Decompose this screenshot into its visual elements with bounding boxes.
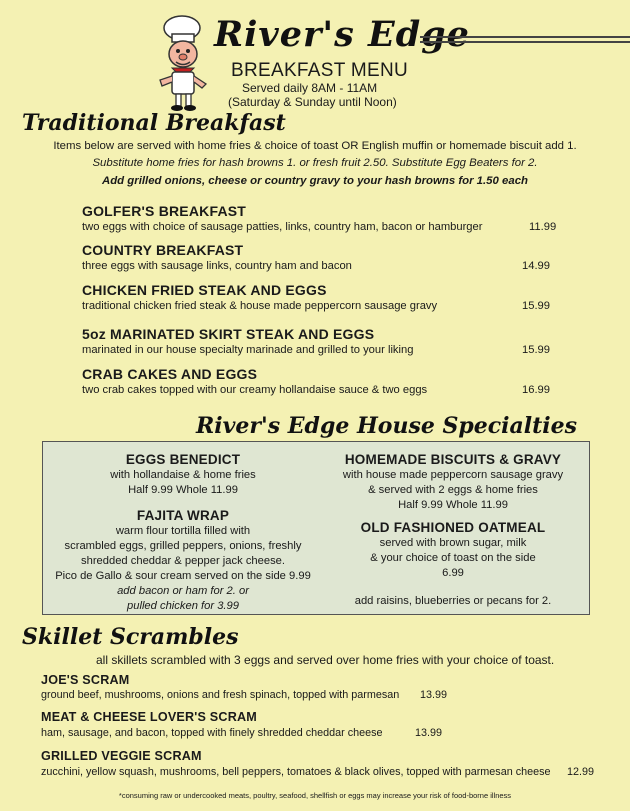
food-safety-disclaimer: *consuming raw or undercooked meats, poultry, seafood, shellfish or eggs may increase your risk of food-borne illness	[118, 791, 512, 800]
menu-subtitle: BREAKFAST MENU	[231, 60, 408, 81]
menu-item-name: 5oz MARINATED SKIRT STEAK AND EGGS	[82, 326, 375, 342]
house-specialties-title: River's Edge House Specialties	[196, 413, 578, 439]
oatmeal-desc: & your choice of toast on the side	[370, 552, 536, 564]
skillet-item-price: 12.99	[567, 766, 595, 778]
traditional-intro-line: Items below are served with home fries & choice of toast OR English muffin or homemade biscuit add 1.	[53, 140, 577, 152]
fajita-wrap-desc: warm flour tortilla filled with	[115, 525, 251, 537]
skillet-item-name: JOE'S SCRAM	[41, 673, 130, 687]
oatmeal-desc: served with brown sugar, milk	[379, 537, 527, 549]
biscuits-gravy-desc: & served with 2 eggs & home fries	[368, 484, 538, 496]
fajita-wrap-desc: scrambled eggs, grilled peppers, onions, freshly	[64, 540, 302, 552]
fajita-wrap-price: Pico de Gallo & sour cream served on the side 9.99	[55, 570, 311, 582]
menu-item-price: 15.99	[522, 344, 550, 356]
skillet-item-desc: ham, sausage, and bacon, topped with finely shredded cheddar cheese	[41, 727, 383, 739]
oatmeal-addon: add raisins, blueberries or pecans for 2.	[354, 595, 552, 607]
fajita-wrap-addon: add bacon or ham for 2. or	[117, 585, 249, 597]
skillet-intro: all skillets scrambled with 3 eggs and served over home fries with your choice of toast.	[96, 653, 555, 667]
skillet-item-desc: ground beef, mushrooms, onions and fresh spinach, topped with parmesan	[41, 689, 400, 701]
eggs-benedict-name: EGGS BENEDICT	[125, 452, 241, 467]
traditional-breakfast-title: Traditional Breakfast	[22, 110, 286, 136]
oatmeal-block	[318, 519, 588, 581]
fajita-wrap-desc: shredded cheddar & pepper jack cheese.	[81, 555, 285, 567]
title-rule	[420, 36, 630, 43]
skillet-item-name: MEAT & CHEESE LOVER'S SCRAM	[41, 710, 257, 724]
oatmeal-price: 6.99	[442, 567, 464, 579]
hours-line: Served daily 8AM - 11AM	[242, 81, 378, 95]
skillet-item-price: 13.99	[415, 727, 443, 739]
menu-item-desc: traditional chicken fried steak & house made peppercorn sausage gravy	[82, 300, 438, 312]
menu-item-desc: two crab cakes topped with our creamy hollandaise sauce & two eggs	[82, 384, 428, 396]
menu-item-price: 11.99	[529, 221, 557, 233]
menu-item-name: GOLFER'S BREAKFAST	[82, 203, 247, 219]
traditional-substitute-line: Substitute home fries for hash browns 1. or fresh fruit 2.50. Substitute Egg Beaters for 2.	[92, 157, 538, 169]
menu-item-price: 16.99	[522, 384, 550, 396]
menu-item-desc: three eggs with sausage links, country ham and bacon	[82, 260, 352, 272]
biscuits-gravy-name: HOMEMADE BISCUITS & GRAVY	[344, 452, 562, 467]
menu-item-name: CRAB CAKES AND EGGS	[82, 366, 258, 382]
menu-item-price: 15.99	[522, 300, 550, 312]
menu-item-desc: two eggs with choice of sausage patties, links, country ham, bacon or hamburger	[82, 221, 483, 233]
skillet-item-price: 13.99	[420, 689, 448, 701]
biscuits-gravy-price: Half 9.99 Whole 11.99	[398, 499, 508, 511]
biscuits-gravy-desc: with house made peppercorn sausage gravy	[342, 469, 564, 481]
eggs-benedict-desc: with hollandaise & home fries	[110, 469, 256, 481]
restaurant-title: River's Edge	[214, 14, 470, 55]
biscuits-gravy-block	[318, 451, 588, 513]
weekend-hours-line: (Saturday & Sunday until Noon)	[228, 95, 397, 109]
skillet-item-desc: zucchini, yellow squash, mushrooms, bell peppers, tomatoes & black olives, topped with parmesan cheese	[41, 766, 551, 778]
chef-mascot-logo	[148, 14, 218, 112]
eggs-benedict-price: Half 9.99 Whole 11.99	[128, 484, 238, 496]
menu-item-desc: marinated in our house specialty marinade and grilled to your liking	[82, 344, 414, 356]
eggs-benedict-block	[48, 451, 318, 498]
fajita-wrap-name: FAJITA WRAP	[136, 508, 230, 523]
skillet-scrambles-title: Skillet Scrambles	[22, 624, 239, 650]
fajita-wrap-addon: pulled chicken for 3.99	[127, 600, 239, 612]
traditional-addon-line: Add grilled onions, cheese or country gravy to your hash browns for 1.50 each	[102, 175, 528, 187]
oatmeal-name: OLD FASHIONED OATMEAL	[360, 520, 546, 535]
fajita-wrap-block	[48, 507, 318, 614]
menu-item-price: 14.99	[522, 260, 550, 272]
skillet-item-name: GRILLED VEGGIE SCRAM	[41, 749, 202, 763]
menu-item-name: COUNTRY BREAKFAST	[82, 242, 244, 258]
menu-item-name: CHICKEN FRIED STEAK AND EGGS	[82, 282, 327, 298]
